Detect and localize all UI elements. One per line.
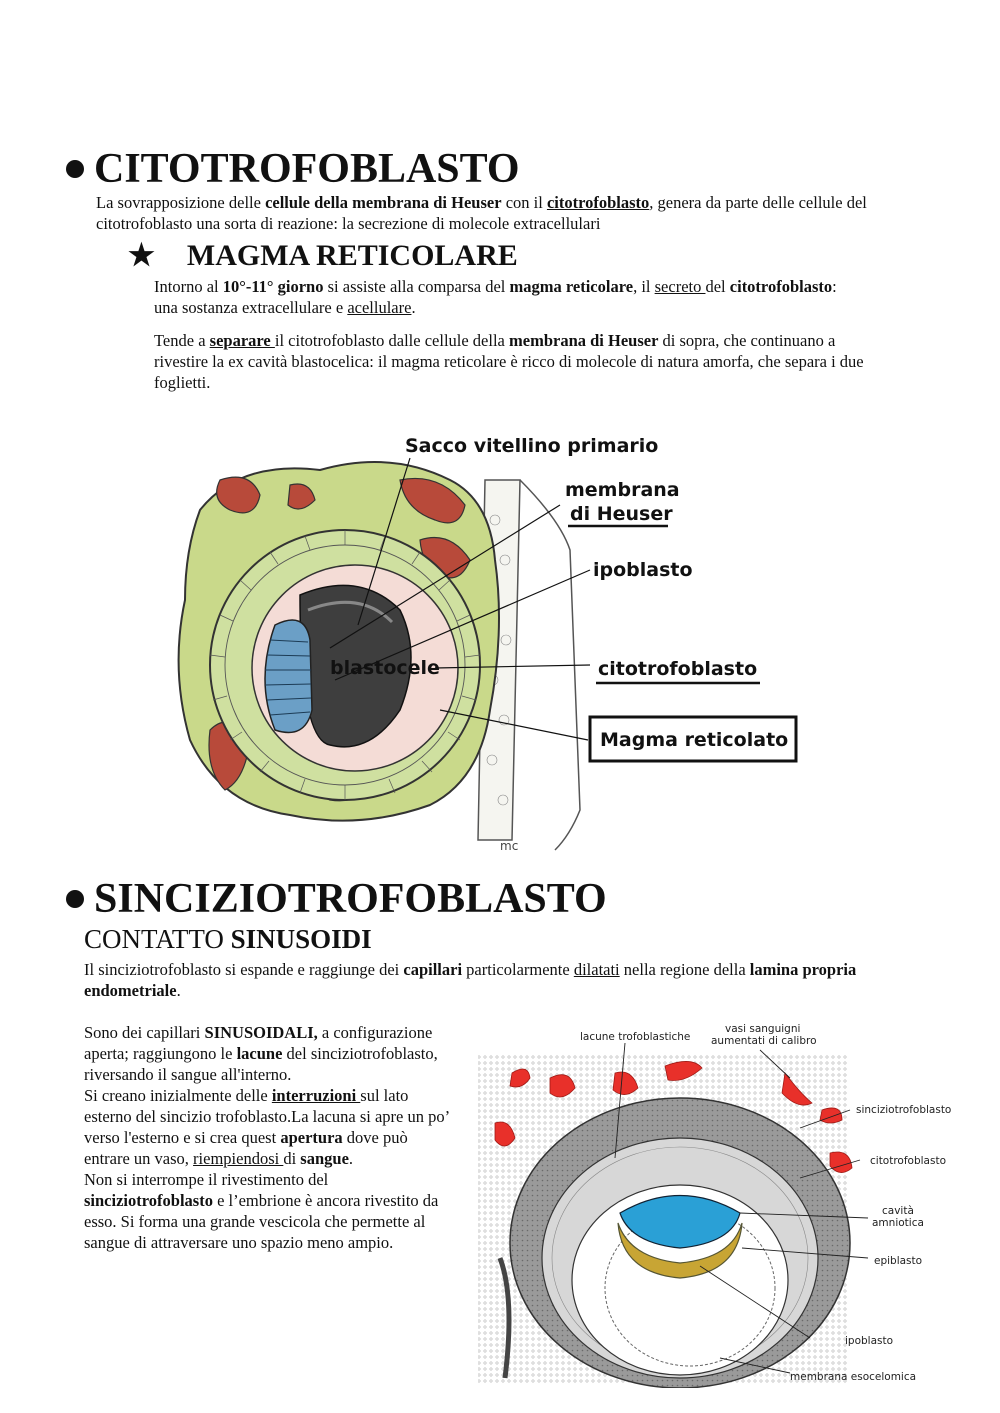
figure-sinciziotrofoblasto [470,1018,970,1388]
label-ipoblasto: ipoblasto [593,559,693,581]
label-lacune-trofoblastiche: lacune trofoblastiche [580,1031,691,1043]
subtitle-contatto-sinusoidi: CONTATTO SINUSOIDI [84,924,372,954]
magma-paragraph-1: Intorno al 10°-11° giorno si assiste alla comparsa del magma reticolare, il secreto del citotrofoblasto: una sostanza extracellulare e acellulare. [154,277,837,317]
label-magma-reticolato: Magma reticolato [600,729,789,751]
label-sacco-vitellino: Sacco vitellino primario [405,435,659,457]
label-citotrofoblasto: citotrofoblasto [870,1155,947,1167]
label-membrana-esocelomica: membrana esocelomica [790,1371,917,1383]
subsection-title-magma: ★ MAGMA RETICOLARE [128,239,518,272]
label-ipoblasto: ipoblasto [845,1335,894,1347]
figure-signature: mc [500,839,519,853]
label-amniotica: amniotica [872,1217,924,1229]
label-di-heuser: di Heuser [570,503,673,525]
label-vasi-sanguigni: vasi sanguigni [725,1023,801,1035]
label-citotrofoblasto: citotrofoblasto [598,658,758,680]
bullet-icon [66,160,84,178]
star-icon: ★ [128,239,155,272]
bullet-icon [66,890,84,908]
section-title-sinciziotrofoblasto: SINCIZIOTROFOBLASTO [66,878,607,920]
label-membrana: membrana [565,479,680,501]
label-blastocele: blastocele [330,657,440,679]
label-sinciziotrofoblasto: sinciziotrofoblasto [856,1104,952,1116]
label-epiblasto: epiblasto [874,1255,923,1267]
magma-paragraph-2: Tende a separare il citotrofoblasto dalle cellule della membrana di Heuser di sopra, che continuano a rivestire la ex cavità blastocelica: il magma reticolare è ricco di molecole di natura amorfa, che separa i due foglietti. [154,331,864,392]
intro-paragraph: La sovrapposizione delle cellule della membrana di Heuser con il citotrofoblasto, genera da parte delle cellule del citotrofoblasto una sorta di reazione: la secrezione di molecole extracellulari [96,193,867,233]
sinusoidi-paragraph-2: Sono dei capillari SINUSOIDALI, a configurazione aperta; raggiungono le lacune del sinciziotrofoblasto, riversando il sangue all'interno. Si creano inizialmente delle interruzioni sul lato esterno del sincizio trofoblasto.La lacuna si apre un po’ verso l'esterno e si crea quest apertura dove può entrare un vaso, riempiendosi di sangue. Non si interrompe il rivestimento del sinciziotrofoblasto e l’embrione è ancora rivestito da esso. Si forma una grande vescicola che permette al sangue di attraversare uno spazio meno ampio. [84,1023,449,1252]
label-aumentati-calibro: aumentati di calibro [711,1035,817,1047]
sinusoidi-paragraph-1: Il sinciziotrofoblasto si espande e raggiunge dei capillari particolarmente dilatati nella regione della lamina propria endometriale. [84,960,857,1000]
section-title-citotrofoblasto: CITOTROFOBLASTO [66,148,520,190]
label-cavita: cavità [882,1205,914,1217]
figure-magma-reticolato [160,410,820,860]
